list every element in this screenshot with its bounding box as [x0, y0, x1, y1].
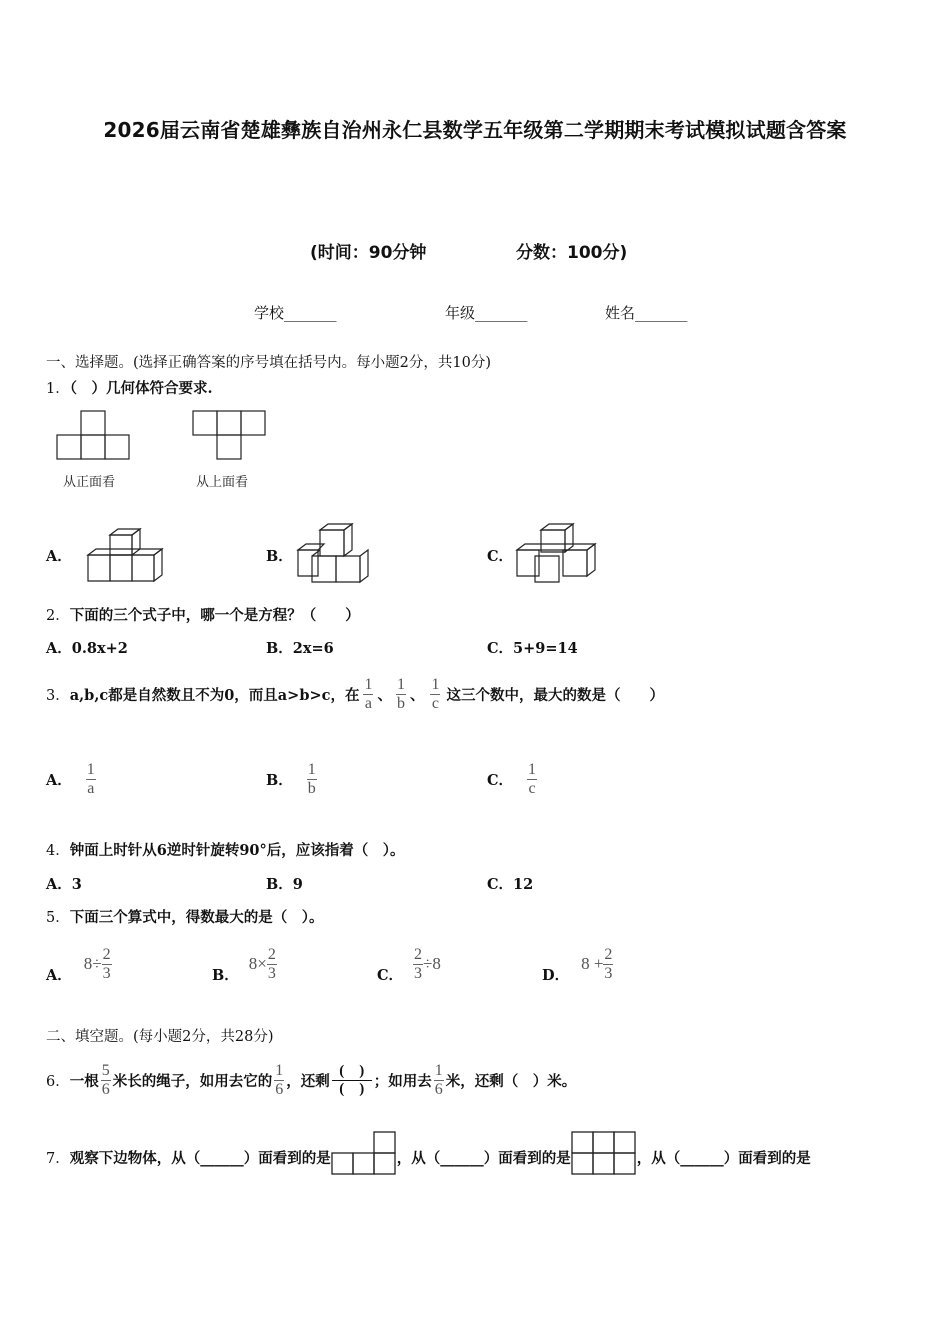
exam-time: (时间：90分钟	[310, 243, 427, 263]
blank-fraction: $\frac{( )}{( )}$	[332, 1063, 372, 1097]
q4-option-a: A．3	[46, 876, 82, 893]
q2-option-b: B．2x=6	[266, 640, 334, 657]
q4-option-c: C．12	[487, 876, 534, 893]
question-text: （ ）几何体符合要求.	[69, 380, 213, 397]
q1-option-c-label: C．	[487, 548, 514, 565]
question-3	[46, 670, 664, 718]
fraction-1-over-a: $\frac{1}{a}$	[86, 760, 95, 797]
page-title: 2026届云南省楚雄彝族自治州永仁县数学五年级第二学期期末考试模拟试题含答案	[103, 118, 847, 142]
question-text: 下面的三个式子中，哪一个是方程？（ ）	[69, 607, 360, 624]
question-number: 2．	[46, 608, 70, 624]
question-number: 7．	[46, 1151, 70, 1167]
option-a-cubes	[86, 527, 176, 585]
front-view-caption: 从正面看	[63, 475, 116, 490]
question-number: 4．	[46, 843, 70, 859]
q5-option-c: C． $\frac{2}{3}$ ÷8	[377, 945, 441, 984]
fraction-2-over-3: $\frac{2}{3}$	[267, 945, 276, 982]
q2-option-c: C．5+9=14	[487, 640, 578, 657]
fraction-1-over-6: $\frac{1}{6}$	[275, 1061, 284, 1098]
section-heading-fill: 二、填空题。(每小题2分，共28分)	[46, 1029, 274, 1045]
fraction-1-over-c: $\frac{1}{c}$	[528, 760, 537, 797]
question-text-b: 这三个数中，最大的数是（ ）	[446, 686, 664, 704]
q1-option-b-label: B．	[266, 548, 293, 565]
school-field: 学校_______	[254, 304, 337, 322]
view-figure-2	[571, 1130, 637, 1176]
question-6: 6． 一根 $\frac{5}{6}$ 米长的绳子，如用去它的 $\frac{1}{6}$ ，还剩 $\frac{( )}{( )}$ ；如用去 $\frac{1}{6}$ 米，还剩（ ）米。	[46, 1061, 577, 1098]
question-number: 1．	[46, 381, 70, 397]
question-5	[46, 906, 323, 927]
exam-score: 分数：100分)	[516, 243, 628, 263]
top-view-caption: 从上面看	[196, 475, 249, 490]
fraction-1-over-c: $\frac{1}{c}$	[431, 675, 440, 712]
section-heading-choice: 一、选择题。(选择正确答案的序号填在括号内。每小题2分，共10分)	[46, 355, 491, 371]
question-number: 6．	[46, 1073, 70, 1090]
question-2	[46, 604, 360, 625]
q3-option-c: C． $\frac{1}{c}$	[487, 760, 537, 797]
fraction-2-over-3: $\frac{2}{3}$	[102, 945, 111, 982]
fraction-1-over-b: $\frac{1}{b}$	[307, 760, 316, 797]
front-view-figure	[56, 410, 132, 462]
question-number: 3．	[46, 687, 70, 704]
q5-option-d: D． 8 + $\frac{2}{3}$	[542, 945, 613, 984]
q3-option-a: A． $\frac{1}{a}$	[46, 760, 95, 797]
view-figure-1	[331, 1130, 397, 1176]
question-text: 下面三个算式中，得数最大的是（ ）。	[69, 909, 324, 926]
fraction-1-over-a: $\frac{1}{a}$	[364, 675, 373, 712]
option-b-cubes	[294, 520, 384, 586]
top-view-figure	[192, 410, 268, 462]
question-1	[46, 377, 213, 398]
fraction-1-over-b: $\frac{1}{b}$	[396, 675, 405, 712]
fraction-5-over-6: $\frac{5}{6}$	[101, 1061, 110, 1098]
q1-option-a-label: A．	[46, 548, 72, 565]
fraction-2-over-3: $\frac{2}{3}$	[414, 945, 423, 982]
q4-option-b: B．9	[266, 876, 303, 893]
grade-field: 年级_______	[445, 304, 528, 322]
separator: 、	[409, 686, 425, 704]
q2-option-a: A．0.8x+2	[46, 640, 128, 657]
q5-option-a: A． 8÷ $\frac{2}{3}$	[46, 945, 111, 984]
option-c-cubes	[515, 520, 607, 586]
separator: 、	[377, 686, 392, 704]
question-7: 7． 观察下边物体，从（______）面看到的是 ，从（______）面看到的是 ，从（______）面看到的是	[46, 1130, 811, 1176]
question-text-a: a,b,c都是自然数且不为0，而且a>b>c，在	[69, 686, 360, 704]
name-field: 姓名_______	[605, 304, 688, 322]
q5-option-b: B． 8× $\frac{2}{3}$	[212, 945, 276, 984]
question-4	[46, 839, 405, 860]
question-number: 5．	[46, 910, 70, 926]
fraction-1-over-6: $\frac{1}{6}$	[434, 1061, 443, 1098]
q3-option-b: B． $\frac{1}{b}$	[266, 760, 316, 797]
fraction-2-over-3: $\frac{2}{3}$	[604, 945, 613, 982]
question-text: 钟面上时针从6逆时针旋转90°后，应该指着（ ）。	[69, 842, 405, 859]
